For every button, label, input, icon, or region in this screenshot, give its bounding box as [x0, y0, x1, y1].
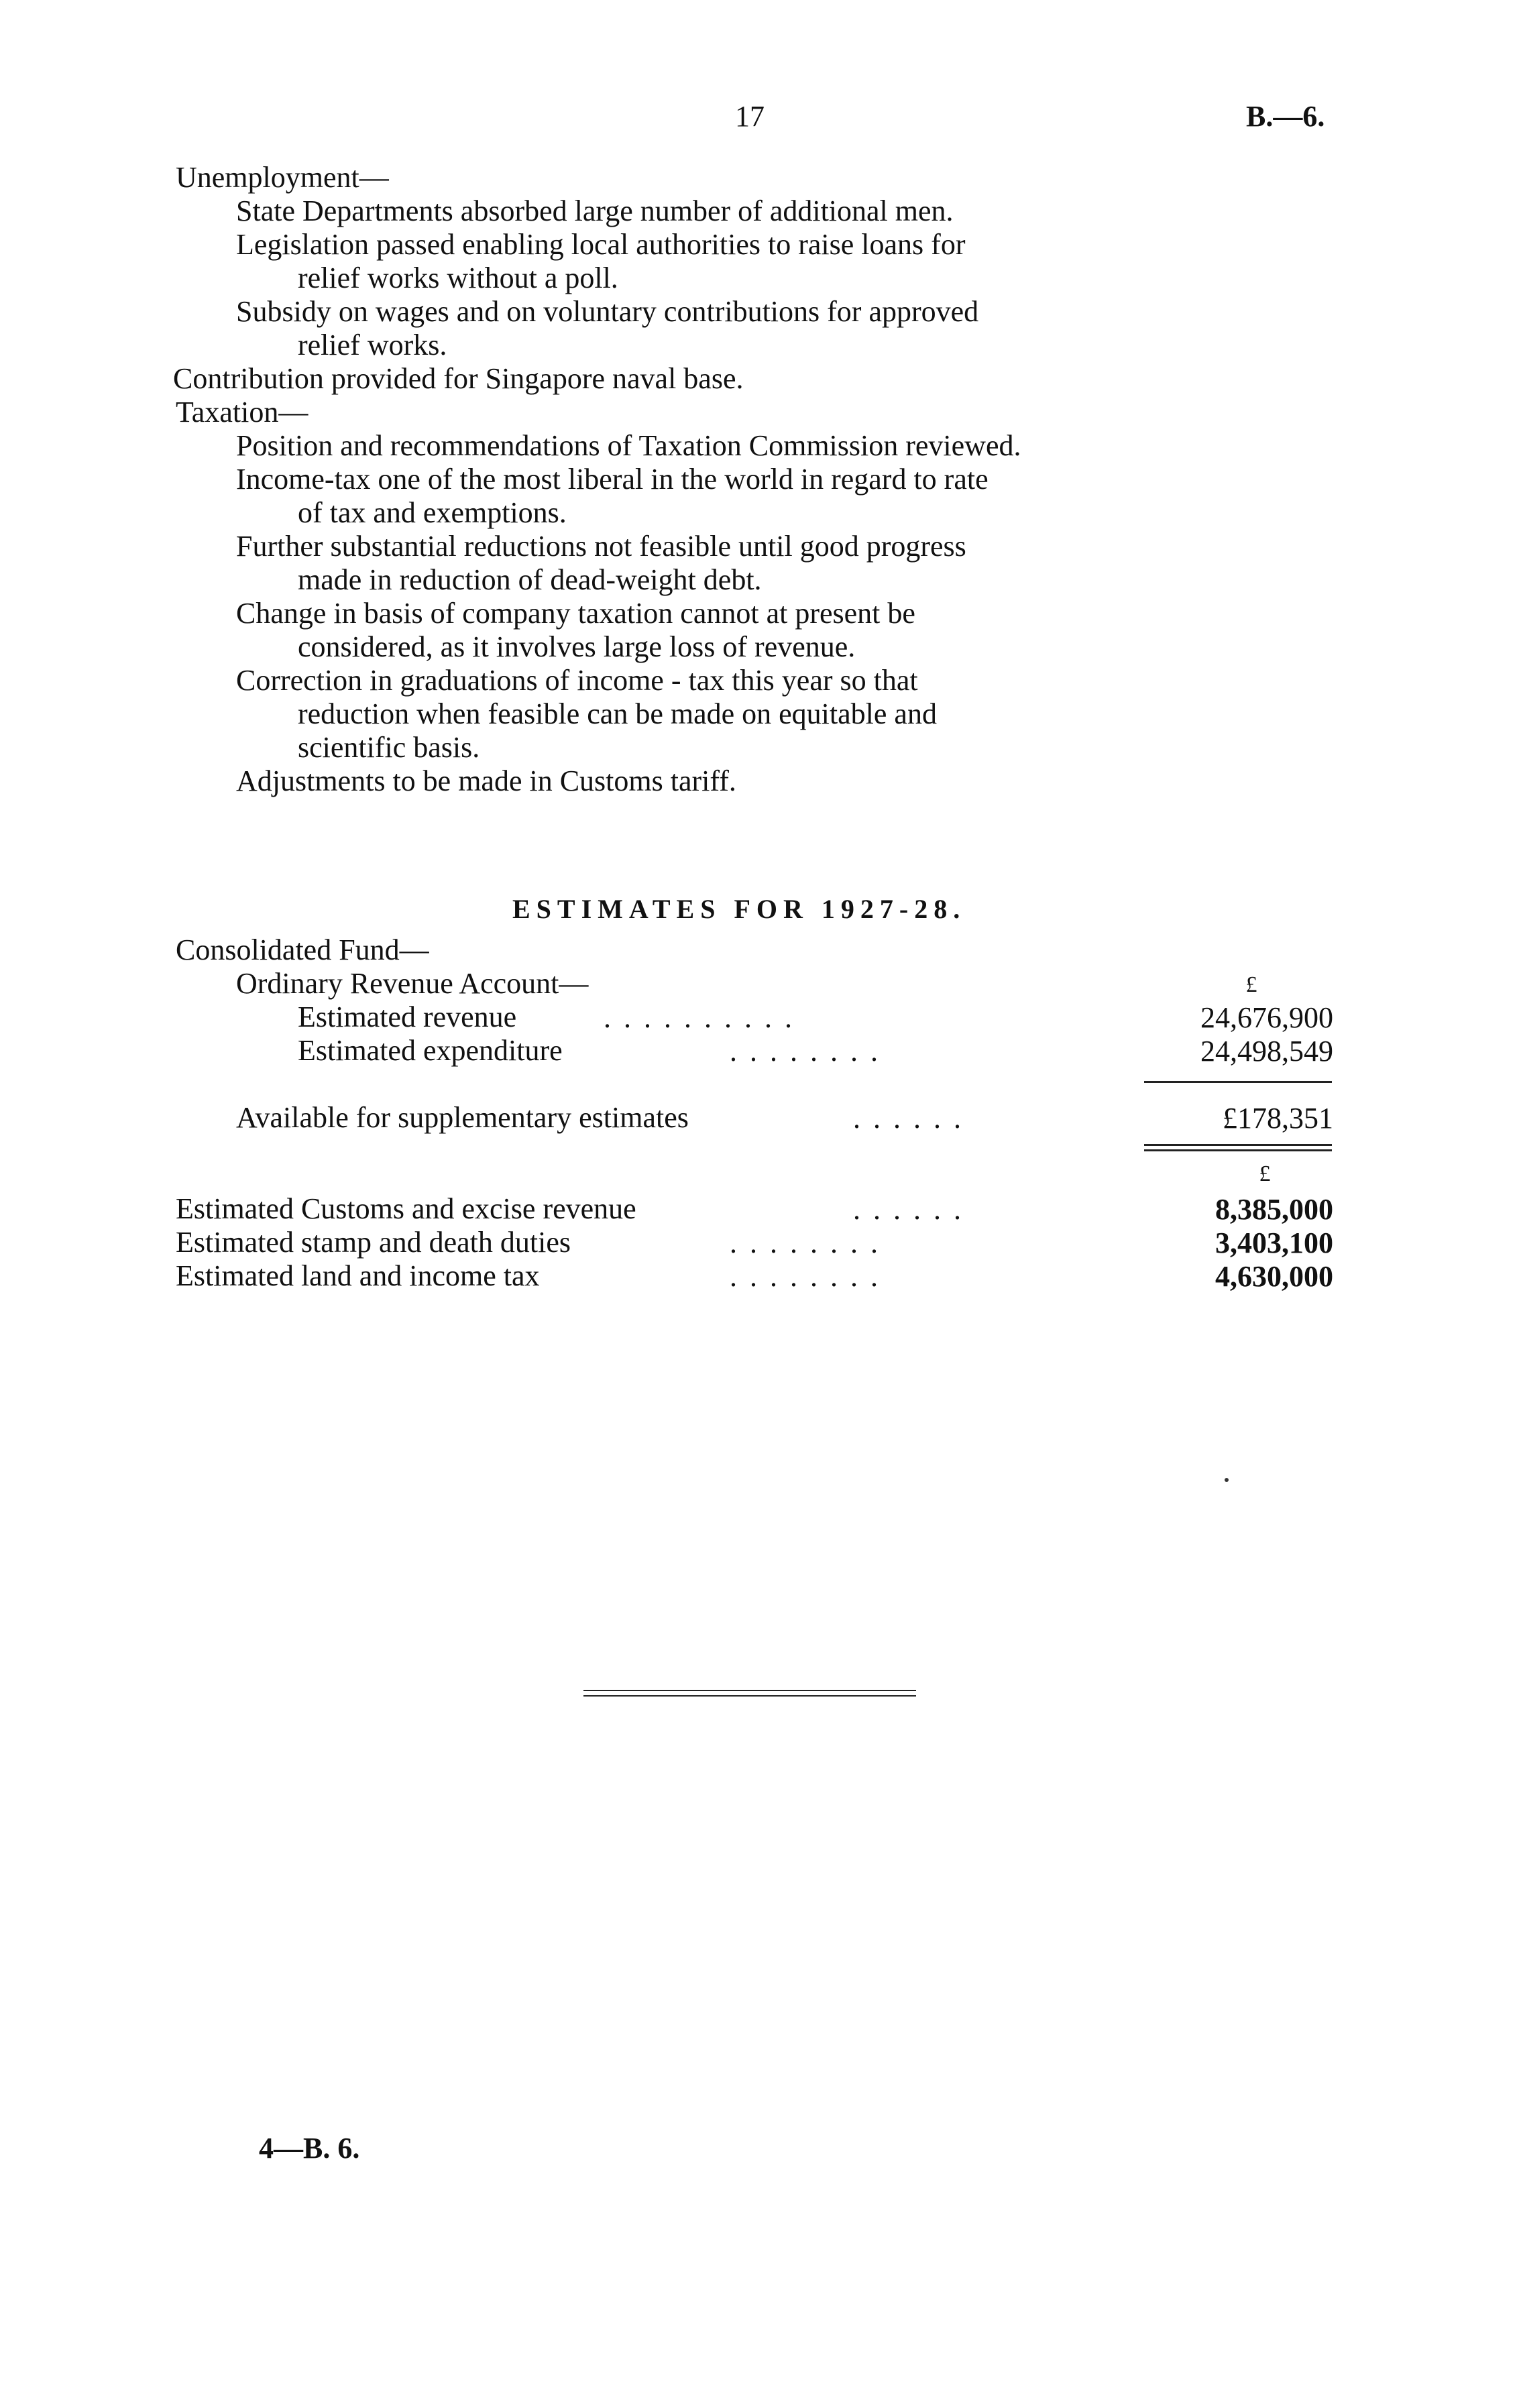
- double-rule-bottom: [1144, 1149, 1332, 1151]
- land-income-value: 4,630,000: [1215, 1260, 1333, 1293]
- consolidated-fund-heading: Consolidated Fund—: [176, 933, 429, 966]
- customs-excise-leader: . . . . . .: [853, 1193, 964, 1226]
- stamp-death-leader: . . . . . . . .: [730, 1226, 881, 1259]
- subtotal-rule: [1144, 1081, 1332, 1083]
- estimates-title: ESTIMATES FOR 1927-28.: [512, 894, 966, 924]
- available-supplementary-leader: . . . . . .: [853, 1102, 964, 1135]
- taxation-item-5: Correction in graduations of income - tax this year so that: [236, 664, 918, 697]
- taxation-item-2: Income-tax one of the most liberal in the world in regard to rate: [236, 463, 989, 496]
- estimated-expenditure-value: 24,498,549: [1200, 1035, 1333, 1068]
- page-number: 17: [735, 100, 765, 133]
- singapore-line: Contribution provided for Singapore naval base.: [173, 362, 744, 395]
- unemployment-item-2-cont: relief works without a poll.: [298, 262, 618, 294]
- estimated-expenditure-leader: . . . . . . . .: [730, 1035, 881, 1068]
- closing-rule-bottom: [583, 1695, 916, 1697]
- available-supplementary-value: £178,351: [1223, 1102, 1333, 1135]
- land-income-label: Estimated land and income tax: [176, 1259, 540, 1292]
- available-supplementary-label: Available for supplementary estimates: [236, 1101, 689, 1134]
- print-speck: [1225, 1478, 1229, 1482]
- taxation-item-1: Position and recommendations of Taxation Commission reviewed.: [236, 429, 1021, 462]
- customs-excise-value: 8,385,000: [1215, 1193, 1333, 1226]
- unemployment-item-3: Subsidy on wages and on voluntary contributions for approved: [236, 295, 979, 328]
- ordinary-revenue-heading: Ordinary Revenue Account—: [236, 967, 589, 1000]
- taxation-item-2-cont: of tax and exemptions.: [298, 496, 567, 529]
- taxation-item-3: Further substantial reductions not feasible until good progress: [236, 530, 966, 563]
- stamp-death-value: 3,403,100: [1215, 1226, 1333, 1259]
- document-reference: B.—6.: [1246, 100, 1325, 133]
- estimated-expenditure-label: Estimated expenditure: [298, 1034, 563, 1067]
- closing-rule-top: [583, 1690, 916, 1691]
- taxation-item-3-cont: made in reduction of dead-weight debt.: [298, 563, 762, 596]
- unemployment-item-3-cont: relief works.: [298, 329, 447, 361]
- estimated-revenue-value: 24,676,900: [1200, 1001, 1333, 1034]
- taxation-item-4: Change in basis of company taxation cannot at present be: [236, 597, 915, 630]
- stamp-death-label: Estimated stamp and death duties: [176, 1226, 571, 1259]
- taxation-item-5-cont-2: scientific basis.: [298, 731, 480, 764]
- taxation-item-4-cont: considered, as it involves large loss of revenue.: [298, 630, 856, 663]
- taxation-item-6: Adjustments to be made in Customs tariff.: [236, 764, 736, 797]
- customs-excise-label: Estimated Customs and excise revenue: [176, 1192, 636, 1225]
- land-income-leader: . . . . . . . .: [730, 1260, 881, 1293]
- estimated-revenue-leader: . . . . . . . . . .: [604, 1001, 795, 1034]
- unemployment-heading: Unemployment—: [176, 161, 389, 194]
- taxation-heading: Taxation—: [176, 396, 308, 428]
- estimated-revenue-label: Estimated revenue: [298, 1000, 517, 1033]
- currency-symbol-1: £: [1245, 972, 1257, 997]
- unemployment-item-1: State Departments absorbed large number of additional men.: [236, 194, 954, 227]
- printer-signature: 4—B. 6.: [259, 2132, 360, 2165]
- double-rule-top: [1144, 1144, 1332, 1146]
- currency-symbol-2: £: [1259, 1161, 1271, 1186]
- taxation-item-5-cont: reduction when feasible can be made on equitable and: [298, 697, 937, 730]
- unemployment-item-2: Legislation passed enabling local authorities to raise loans for: [236, 228, 966, 261]
